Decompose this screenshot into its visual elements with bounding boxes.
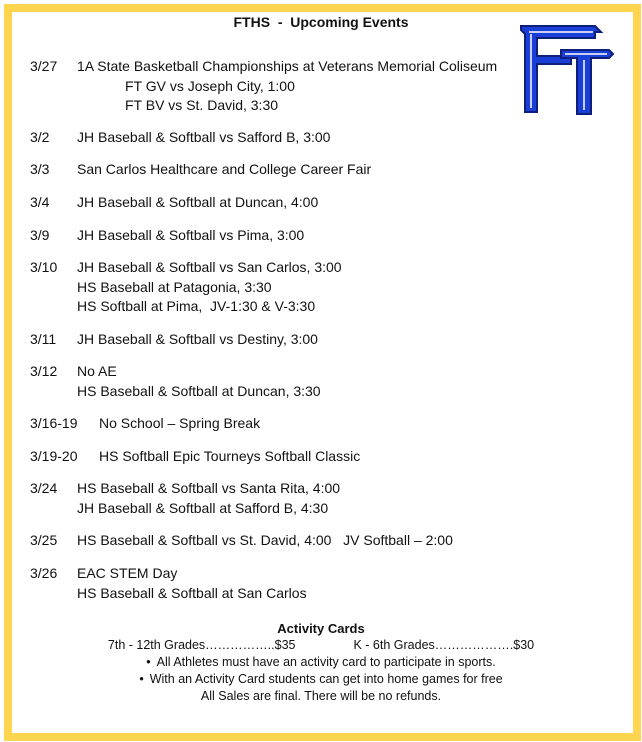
event-date: 3/26 bbox=[30, 565, 58, 581]
event-date: 3/25 bbox=[30, 532, 58, 548]
event-date: 3/2 bbox=[30, 129, 50, 145]
event-line: 1A State Basketball Championships at Veterans Memorial Coliseum bbox=[77, 58, 498, 74]
event-line-indented: FT BV vs St. David, 3:30 bbox=[125, 97, 279, 113]
event-line-indented: FT GV vs Joseph City, 1:00 bbox=[125, 77, 295, 94]
event-line: San Carlos Healthcare and College Career Fair bbox=[77, 161, 372, 177]
event-line: JH Baseball & Softball vs Destiny, 3:00 bbox=[77, 331, 318, 347]
sales-final-note: All Sales are final. There will be no refunds. bbox=[200, 689, 442, 703]
ft-logo bbox=[515, 20, 615, 118]
event-line: HS Baseball & Softball at San Carlos bbox=[77, 584, 307, 601]
activity-card-prices bbox=[0, 637, 642, 654]
event-line: HS Baseball & Softball vs Santa Rita, 4:00 bbox=[77, 480, 341, 496]
event-date: 3/4 bbox=[30, 194, 50, 210]
event-line: HS Baseball & Softball vs St. David, 4:00 JV Softball – 2:00 bbox=[77, 532, 453, 548]
page-title: FTHS - Upcoming Events bbox=[233, 14, 409, 30]
event-line: HS Softball at Pima, JV-1:30 & V-3:30 bbox=[77, 298, 316, 314]
event-line: JH Baseball & Softball vs Pima, 3:00 bbox=[77, 227, 305, 243]
bullet-home-games: • With an Activity Card students can get into home games for free bbox=[0, 671, 642, 688]
event-line: No School – Spring Break bbox=[99, 415, 261, 431]
event-date: 3/27 bbox=[30, 58, 58, 74]
event-date: 3/10 bbox=[30, 259, 58, 275]
event-line: HS Baseball at Patagonia, 3:30 bbox=[77, 278, 272, 295]
event-line: No AE bbox=[77, 363, 117, 379]
event-line: HS Softball Epic Tourneys Softball Classic bbox=[99, 448, 361, 464]
event-line: JH Baseball & Softball at Duncan, 4:00 bbox=[77, 194, 319, 210]
bullet-athletes: • All Athletes must have an activity card to participate in sports. bbox=[0, 654, 642, 671]
event-date: 3/11 bbox=[30, 331, 57, 347]
event-line: JH Baseball & Softball at Safford B, 4:30 bbox=[77, 499, 329, 516]
price-7-12: 7th - 12th Grades……………..$35 bbox=[107, 638, 296, 652]
event-line: JH Baseball & Softball vs San Carlos, 3:00 bbox=[77, 259, 342, 275]
event-line: HS Baseball & Softball at Duncan, 3:30 bbox=[77, 382, 321, 399]
activity-cards-title: Activity Cards bbox=[277, 621, 365, 636]
event-date: 3/9 bbox=[30, 227, 50, 243]
event-line: JH Baseball & Softball vs Safford B, 3:00 bbox=[77, 129, 331, 145]
event-date: 3/12 bbox=[30, 363, 58, 379]
event-date: 3/16-19 bbox=[30, 415, 78, 431]
price-k-6: K - 6th Grades……………….$30 bbox=[353, 638, 535, 652]
activity-cards-section bbox=[0, 620, 642, 705]
event-date: 3/3 bbox=[30, 161, 50, 177]
event-date: 3/24 bbox=[30, 480, 58, 496]
event-date: 3/19-20 bbox=[30, 448, 78, 464]
event-line: EAC STEM Day bbox=[77, 565, 178, 581]
